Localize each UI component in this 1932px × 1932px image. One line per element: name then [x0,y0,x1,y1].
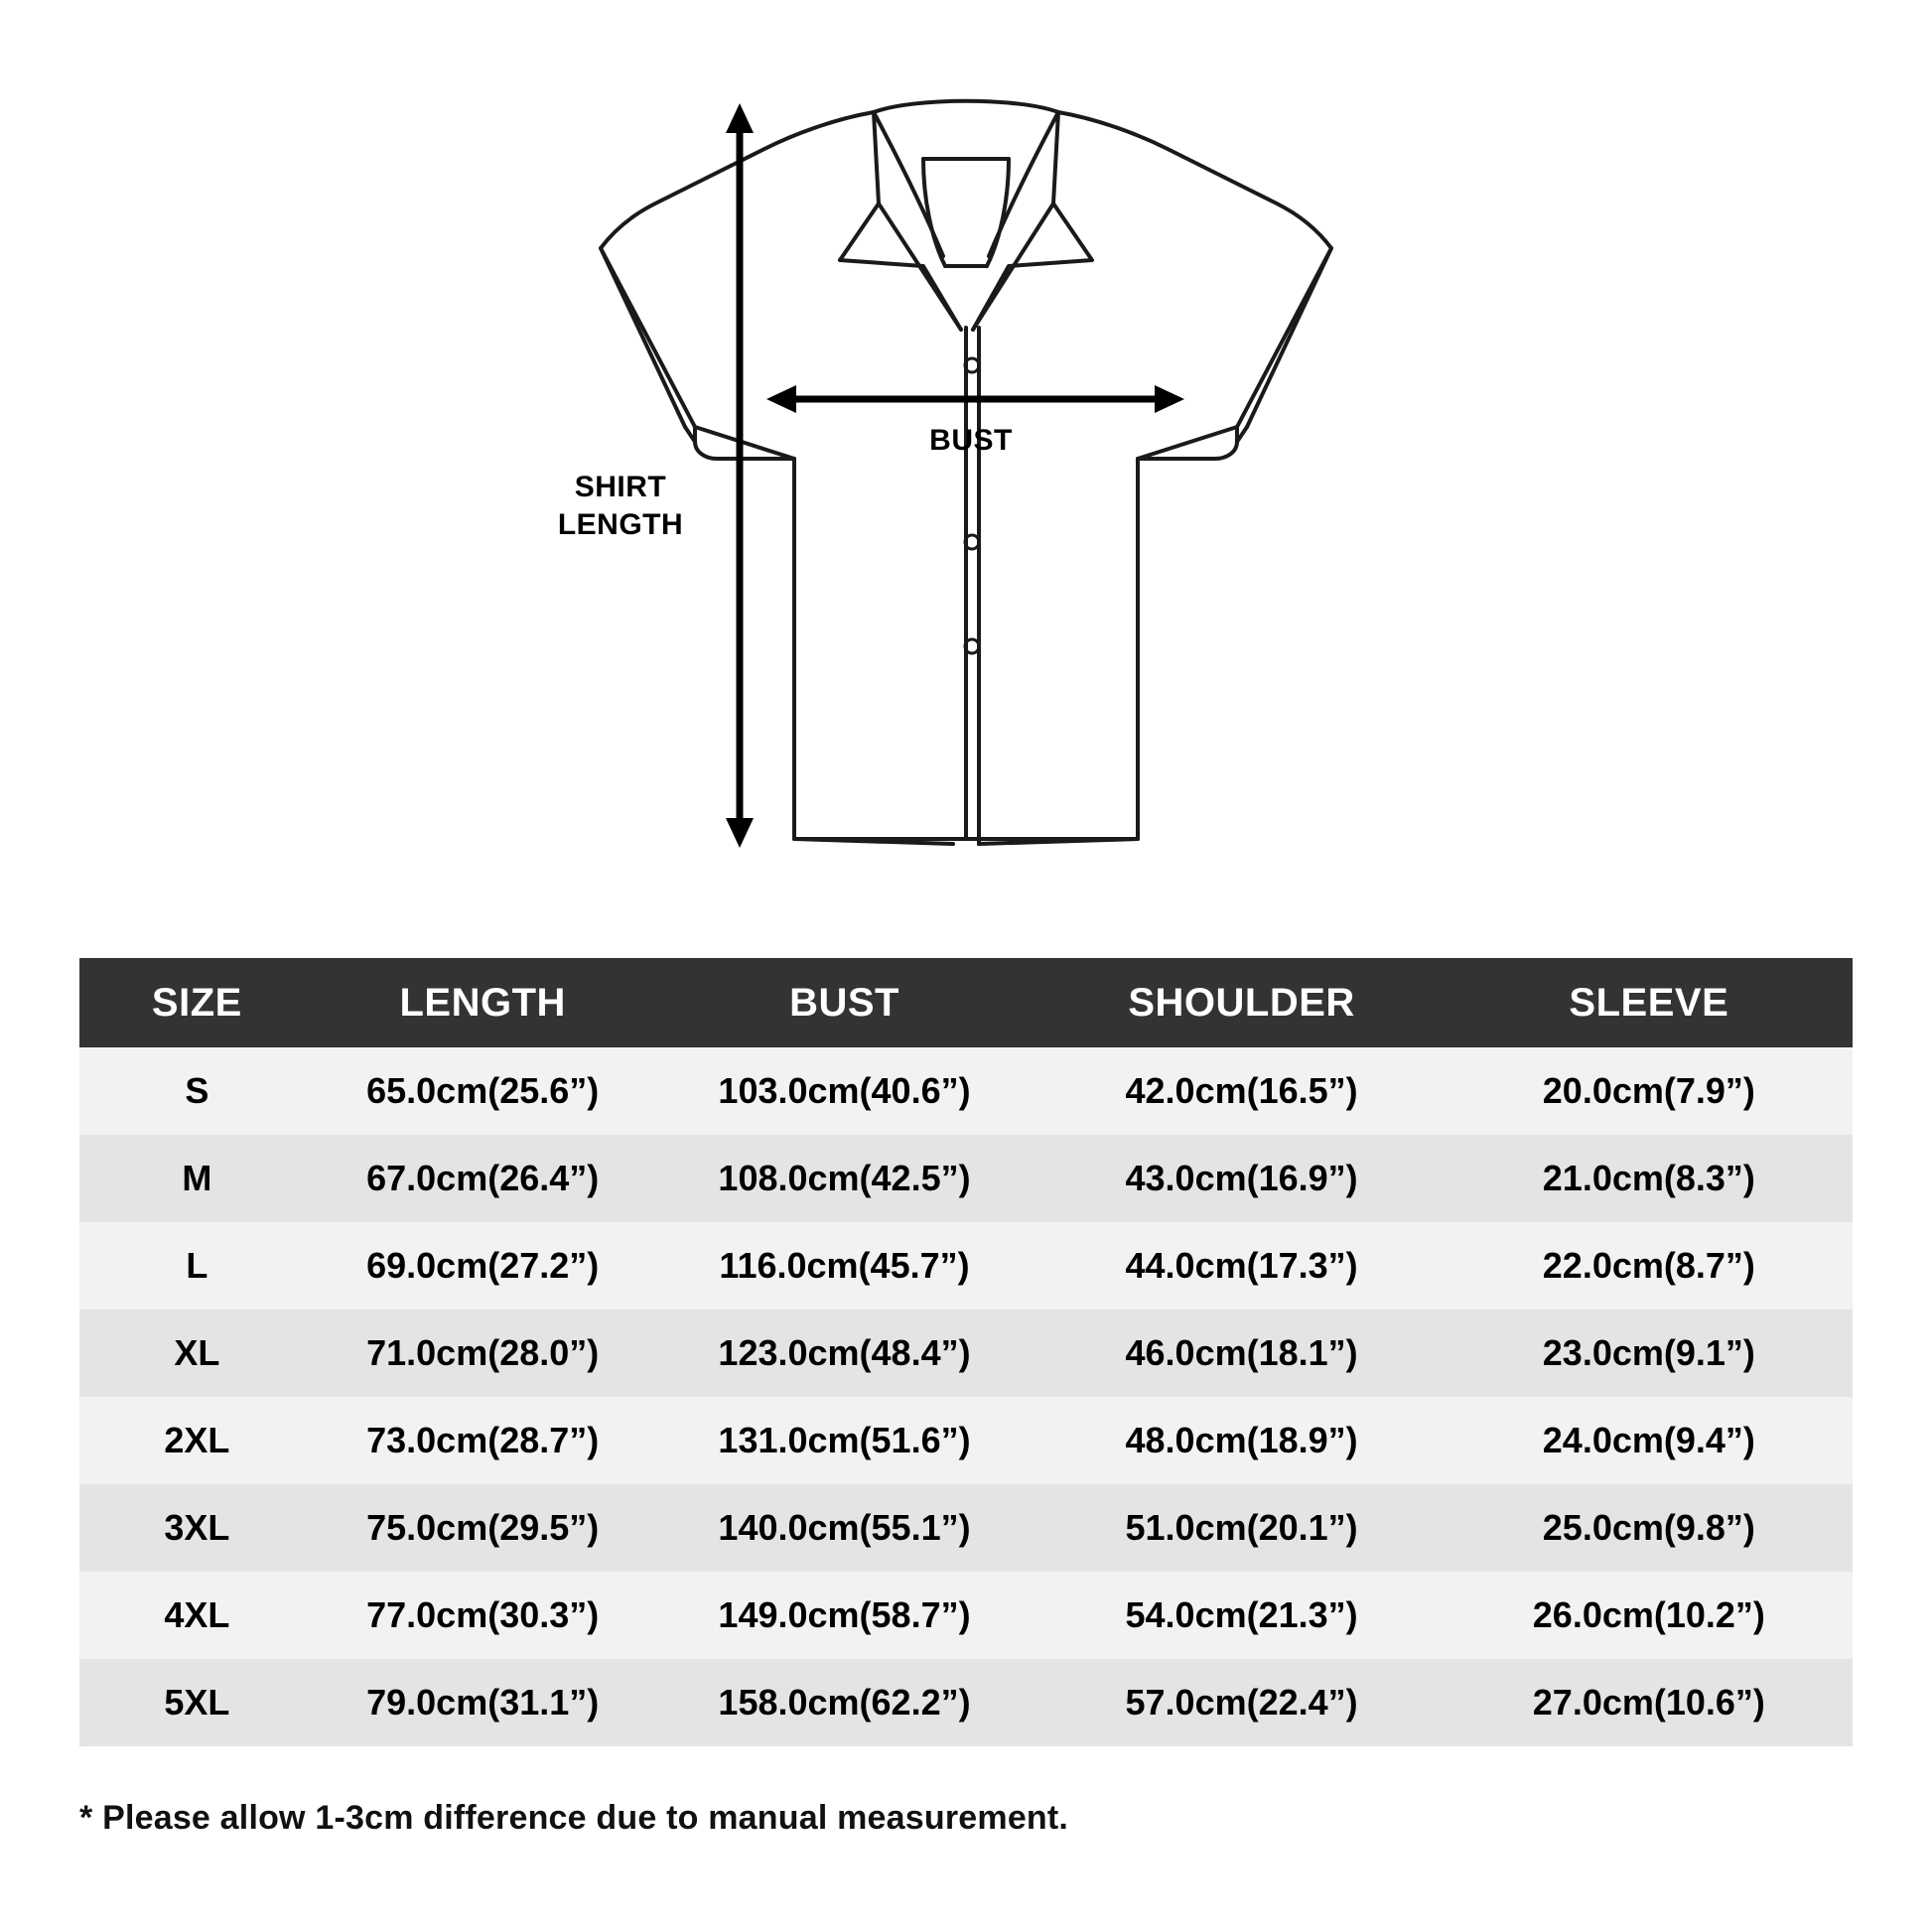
cell-size: L [79,1222,315,1310]
table-row [79,1222,1853,1310]
cell-size: 4XL [79,1572,315,1659]
table-row [79,1397,1853,1484]
cell-bust: 131.0cm(51.6”) [651,1397,1038,1484]
cell-sleeve: 20.0cm(7.9”) [1446,1047,1853,1135]
cell-shoulder: 42.0cm(16.5”) [1037,1047,1445,1135]
cell-length: 67.0cm(26.4”) [315,1135,651,1222]
cell-length: 79.0cm(31.1”) [315,1659,651,1746]
header-sleeve: SLEEVE [1446,958,1853,1047]
cell-sleeve: 26.0cm(10.2”) [1446,1572,1853,1659]
table-row [79,1572,1853,1659]
cell-shoulder: 46.0cm(18.1”) [1037,1310,1445,1397]
table-row [79,1135,1853,1222]
cell-sleeve: 27.0cm(10.6”) [1446,1659,1853,1746]
cell-length: 69.0cm(27.2”) [315,1222,651,1310]
cell-bust: 158.0cm(62.2”) [651,1659,1038,1746]
size-table [79,958,1853,1746]
bust-measure-arrow [766,385,1184,413]
shirt-illustration [0,0,1932,923]
cell-size: 5XL [79,1659,315,1746]
shirt-measurement-diagram [0,0,1932,923]
shirt-length-label [526,469,715,543]
cell-sleeve: 22.0cm(8.7”) [1446,1222,1853,1310]
size-table-container [79,958,1853,1746]
header-shoulder: SHOULDER [1037,958,1445,1047]
cell-sleeve: 21.0cm(8.3”) [1446,1135,1853,1222]
measurement-footnote: * Please allow 1-3cm difference due to manual measurement. [79,1799,1069,1837]
cell-bust: 123.0cm(48.4”) [651,1310,1038,1397]
cell-bust: 149.0cm(58.7”) [651,1572,1038,1659]
cell-sleeve: 25.0cm(9.8”) [1446,1484,1853,1572]
cell-shoulder: 43.0cm(16.9”) [1037,1135,1445,1222]
cell-size: M [79,1135,315,1222]
header-length: LENGTH [315,958,651,1047]
cell-bust: 103.0cm(40.6”) [651,1047,1038,1135]
cell-bust: 140.0cm(55.1”) [651,1484,1038,1572]
table-header-row [79,958,1853,1047]
bust-label: BUST [929,424,1013,457]
table-row [79,1659,1853,1746]
cell-shoulder: 48.0cm(18.9”) [1037,1397,1445,1484]
header-size: SIZE [79,958,315,1047]
cell-length: 75.0cm(29.5”) [315,1484,651,1572]
cell-shoulder: 54.0cm(21.3”) [1037,1572,1445,1659]
shirt-length-label-line1: SHIRT [574,471,667,503]
cell-sleeve: 23.0cm(9.1”) [1446,1310,1853,1397]
cell-size: 2XL [79,1397,315,1484]
cell-length: 73.0cm(28.7”) [315,1397,651,1484]
cell-shoulder: 57.0cm(22.4”) [1037,1659,1445,1746]
size-table-body [79,1047,1853,1746]
cell-size: S [79,1047,315,1135]
cell-size: XL [79,1310,315,1397]
cell-length: 77.0cm(30.3”) [315,1572,651,1659]
table-row [79,1484,1853,1572]
shirt-length-label-line2: LENGTH [557,507,684,541]
cell-size: 3XL [79,1484,315,1572]
cell-length: 65.0cm(25.6”) [315,1047,651,1135]
table-row [79,1310,1853,1397]
table-row [79,1047,1853,1135]
cell-shoulder: 51.0cm(20.1”) [1037,1484,1445,1572]
cell-sleeve: 24.0cm(9.4”) [1446,1397,1853,1484]
header-bust: BUST [651,958,1038,1047]
shirt-length-measure-arrow [726,103,754,848]
cell-bust: 108.0cm(42.5”) [651,1135,1038,1222]
cell-shoulder: 44.0cm(17.3”) [1037,1222,1445,1310]
cell-bust: 116.0cm(45.7”) [651,1222,1038,1310]
cell-length: 71.0cm(28.0”) [315,1310,651,1397]
size-table-head [79,958,1853,1047]
